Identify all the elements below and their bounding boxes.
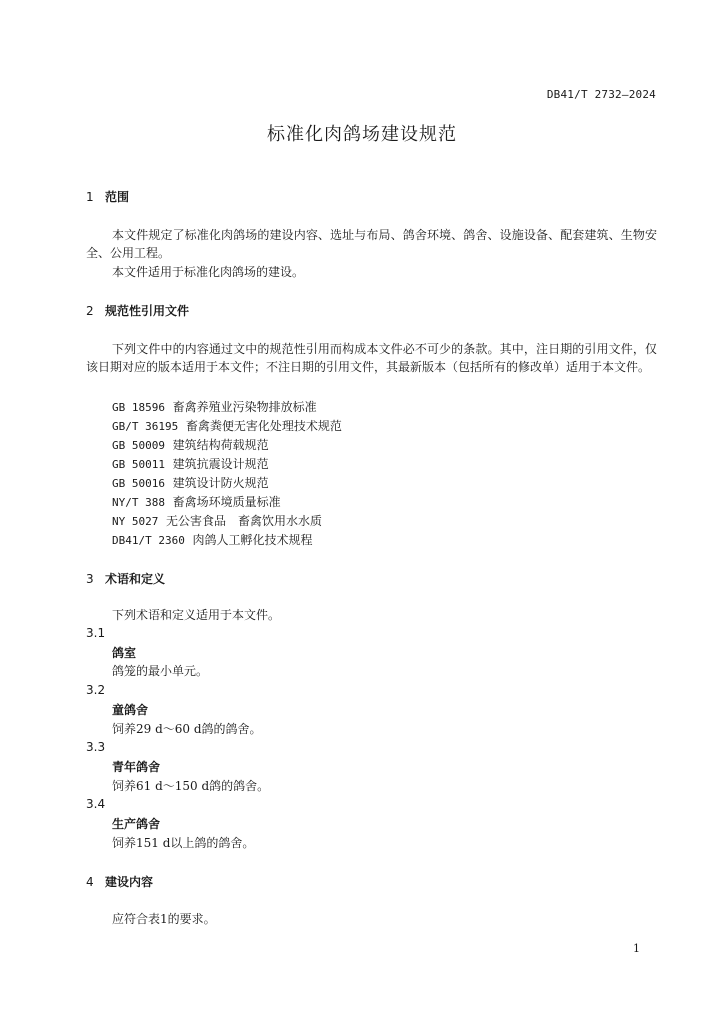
reference-item — [112, 398, 317, 415]
term-definition: 鸽笼的最小单元。 — [112, 664, 209, 678]
reference-title: 建筑设计防火规范 — [172, 476, 269, 490]
term-name: 童鸽舍 — [112, 703, 149, 717]
term-definition: 饲养151 d以上鸽的鸽舍。 — [112, 836, 255, 850]
reference-title: 肉鸽人工孵化技术规程 — [192, 533, 313, 547]
term-number: 3.3 — [86, 740, 106, 754]
term-number: 3.4 — [86, 797, 106, 811]
reference-title: 畜禽场环境质量标准 — [172, 495, 281, 509]
reference-item — [112, 531, 313, 548]
section-1-paragraph-1: 本文件规定了标准化肉鸽场的建设内容、选址与布局、鸽舍环境、鸽舍、设施设备、配套建筑、生物安全、公用工程。 — [86, 228, 657, 260]
section-1-paragraph-2: 本文件适用于标准化肉鸽场的建设。 — [112, 265, 305, 279]
section-1-heading — [86, 188, 129, 205]
section-title: 范围 — [105, 190, 130, 204]
term-definition: 饲养61 d～150 d鸽的鸽舍。 — [112, 779, 270, 793]
page-number: 1 — [633, 942, 640, 955]
section-3-heading — [86, 570, 165, 587]
reference-title: 建筑抗震设计规范 — [172, 457, 269, 471]
section-number: 3 — [86, 572, 94, 586]
reference-title: 畜禽粪便无害化处理技术规范 — [185, 419, 342, 433]
reference-code: GB 50016 — [112, 477, 165, 490]
document-title: 标准化肉鸽场建设规范 — [267, 124, 457, 145]
reference-item — [112, 436, 269, 453]
reference-code: GB 50009 — [112, 439, 165, 452]
section-4-paragraph-1: 应符合表1的要求。 — [112, 912, 216, 926]
reference-code: GB 18596 — [112, 401, 165, 414]
reference-code: NY 5027 — [112, 515, 159, 528]
section-title: 术语和定义 — [105, 572, 166, 586]
reference-code: DB41/T 2360 — [112, 534, 185, 547]
section-3-intro: 下列术语和定义适用于本文件。 — [112, 608, 281, 622]
section-number: 4 — [86, 875, 94, 889]
section-number: 1 — [86, 190, 94, 204]
reference-item — [112, 455, 269, 472]
reference-title: 无公害食品 畜禽饮用水水质 — [166, 514, 323, 528]
reference-title: 畜禽养殖业污染物排放标准 — [172, 400, 317, 414]
reference-code: GB/T 36195 — [112, 420, 179, 433]
term-number: 3.1 — [86, 626, 106, 640]
term-definition: 饲养29 d～60 d鸽的鸽舍。 — [112, 722, 262, 736]
reference-item — [112, 417, 342, 434]
term-name: 鸽室 — [112, 646, 137, 660]
term-name: 青年鸽舍 — [112, 760, 161, 774]
section-number: 2 — [86, 304, 94, 318]
reference-code: NY/T 388 — [112, 496, 165, 509]
term-name: 生产鸽舍 — [112, 817, 161, 831]
standard-code: DB41/T 2732—2024 — [546, 88, 656, 101]
reference-item — [112, 474, 269, 491]
section-2-paragraph-1: 下列文件中的内容通过文中的规范性引用而构成本文件必不可少的条款。其中，注日期的引用文件，仅该日期对应的版本适用于本文件；不注日期的引用文件，其最新版本（包括所有的修改单）适用于本文件。 — [86, 342, 657, 374]
section-title: 规范性引用文件 — [105, 304, 190, 318]
reference-item — [112, 512, 322, 529]
reference-code: GB 50011 — [112, 458, 165, 471]
section-title: 建设内容 — [105, 875, 154, 889]
term-number: 3.2 — [86, 683, 106, 697]
reference-title: 建筑结构荷载规范 — [172, 438, 269, 452]
section-2-heading — [86, 302, 189, 319]
reference-item — [112, 493, 281, 510]
section-4-heading — [86, 873, 153, 890]
